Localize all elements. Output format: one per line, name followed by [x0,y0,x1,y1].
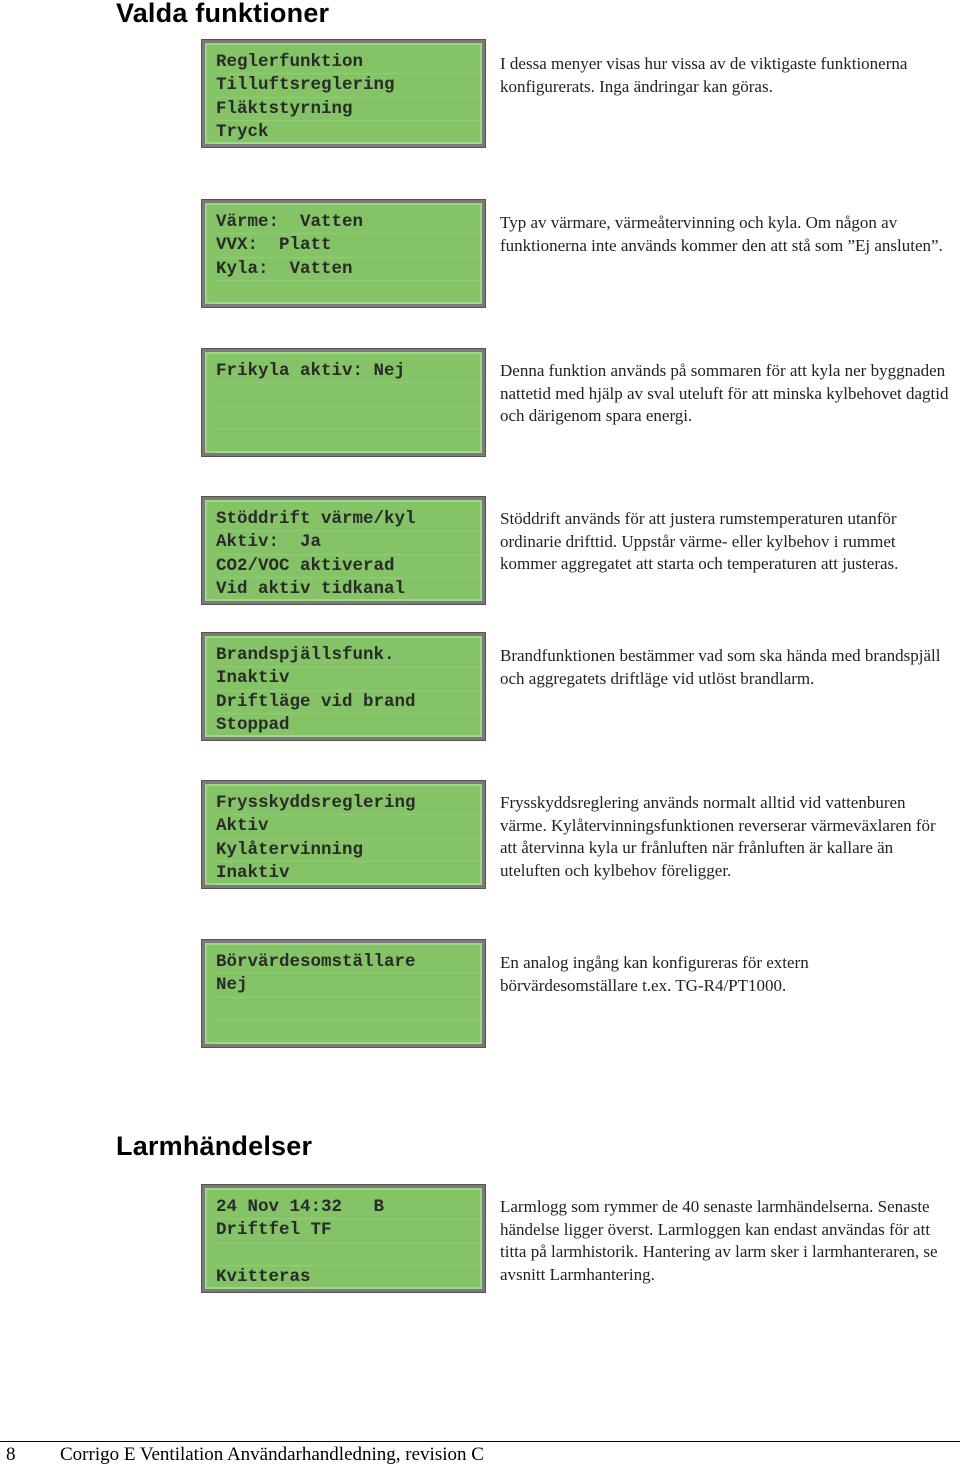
lcd-line: Driftläge vid brand [216,691,482,714]
lcd-line [216,281,482,304]
lcd-display-frysskydd [202,781,485,888]
lcd-line: Inaktiv [216,862,482,885]
lcd-line: Fläktstyrning [216,98,482,121]
description-borvardesomstallare: En analog ingång kan konfigureras för extern börvärdesomställare t.ex. TG-R4/PT1000. [500,953,809,995]
description-larmlogg: Larmlogg som rymmer de 40 senaste larmhändelserna. Senaste händelse ligger överst. Larmloggen kan endast användas för att titta på larmhistorik. Hantering av larm sker i larmhanteraren, se avsnitt Larmhantering. [500,1197,938,1284]
lcd-display-larmlogg [202,1185,485,1292]
lcd-line: Driftfel TF [216,1219,482,1242]
lcd-line: Tilluftsreglering [216,74,482,97]
description-varme: Typ av värmare, värmeåtervinning och kyla. Om någon av funktionerna inte används kommer den att stå som ”Ej ansluten”. [500,213,943,255]
lcd-line [216,1021,482,1044]
lcd-line: 24 Nov 14:32 B [216,1196,482,1219]
lcd-line: Börvärdesomställare [216,951,482,974]
lcd-line: Värme: Vatten [216,211,482,234]
lcd-line: VVX: Platt [216,234,482,257]
footer-divider [0,1441,960,1442]
lcd-display-brandspjall [202,633,485,740]
lcd-line: Kylåtervinning [216,839,482,862]
lcd-line: Stöddrift värme/kyl [216,508,482,531]
footer-document-title: Corrigo E Ventilation Användarhandledning, revision C [60,1444,484,1465]
lcd-line [216,383,482,406]
lcd-line [216,430,482,453]
lcd-line [216,1243,482,1266]
lcd-display-varme [202,200,485,307]
lcd-display-frikyla [202,349,485,456]
description-frikyla: Denna funktion används på sommaren för att kyla ner byggnaden nattetid med hjälp av sval uteluft för att minska kylbehovet dagtid och därigenom spara energi. [500,361,949,426]
lcd-display-reglerfunktion [202,40,485,147]
lcd-line: Brandspjällsfunk. [216,644,482,667]
lcd-line: Frysskyddsreglering [216,792,482,815]
description-brandspjall: Brandfunktionen bestämmer vad som ska hända med brandspjäll och aggregatets driftläge vid utlöst brandlarm. [500,646,941,688]
section-title-valda-funktioner: Valda funktioner [116,0,330,28]
description-reglerfunktion: I dessa menyer visas hur vissa av de viktigaste funktionerna konfigurerats. Inga ändringar kan göras. [500,54,908,96]
lcd-line: Reglerfunktion [216,51,482,74]
lcd-display-stoddrift [202,497,485,604]
lcd-line: Aktiv: Ja [216,531,482,554]
lcd-line: Stoppad [216,714,482,737]
lcd-line: Vid aktiv tidkanal [216,578,482,601]
lcd-line: Tryck [216,121,482,144]
lcd-line: Kyla: Vatten [216,258,482,281]
lcd-display-borvardesomstallare [202,940,485,1047]
lcd-line: Aktiv [216,815,482,838]
lcd-line [216,998,482,1021]
lcd-line: Frikyla aktiv: Nej [216,360,482,383]
section-title-larmhandelser: Larmhändelser [116,1131,313,1161]
description-stoddrift: Stöddrift används för att justera rumstemperaturen utanför ordinarie drifttid. Uppstår värme- eller kylbehov i rummet kommer aggregatet att starta och temperaturen att justeras. [500,509,899,574]
lcd-line: Nej [216,974,482,997]
lcd-line: CO2/VOC aktiverad [216,555,482,578]
description-frysskydd: Frysskyddsreglering används normalt alltid vid vattenburen värme. Kylåtervinningsfunktionen reverserar värmeväxlaren för att återvinna kyla ur frånluften när frånluften är kallare än uteluften och kylbehov föreligger. [500,793,936,880]
lcd-line: Kvitteras [216,1266,482,1289]
page-number: 8 [6,1444,16,1465]
lcd-line [216,407,482,430]
lcd-line: Inaktiv [216,667,482,690]
